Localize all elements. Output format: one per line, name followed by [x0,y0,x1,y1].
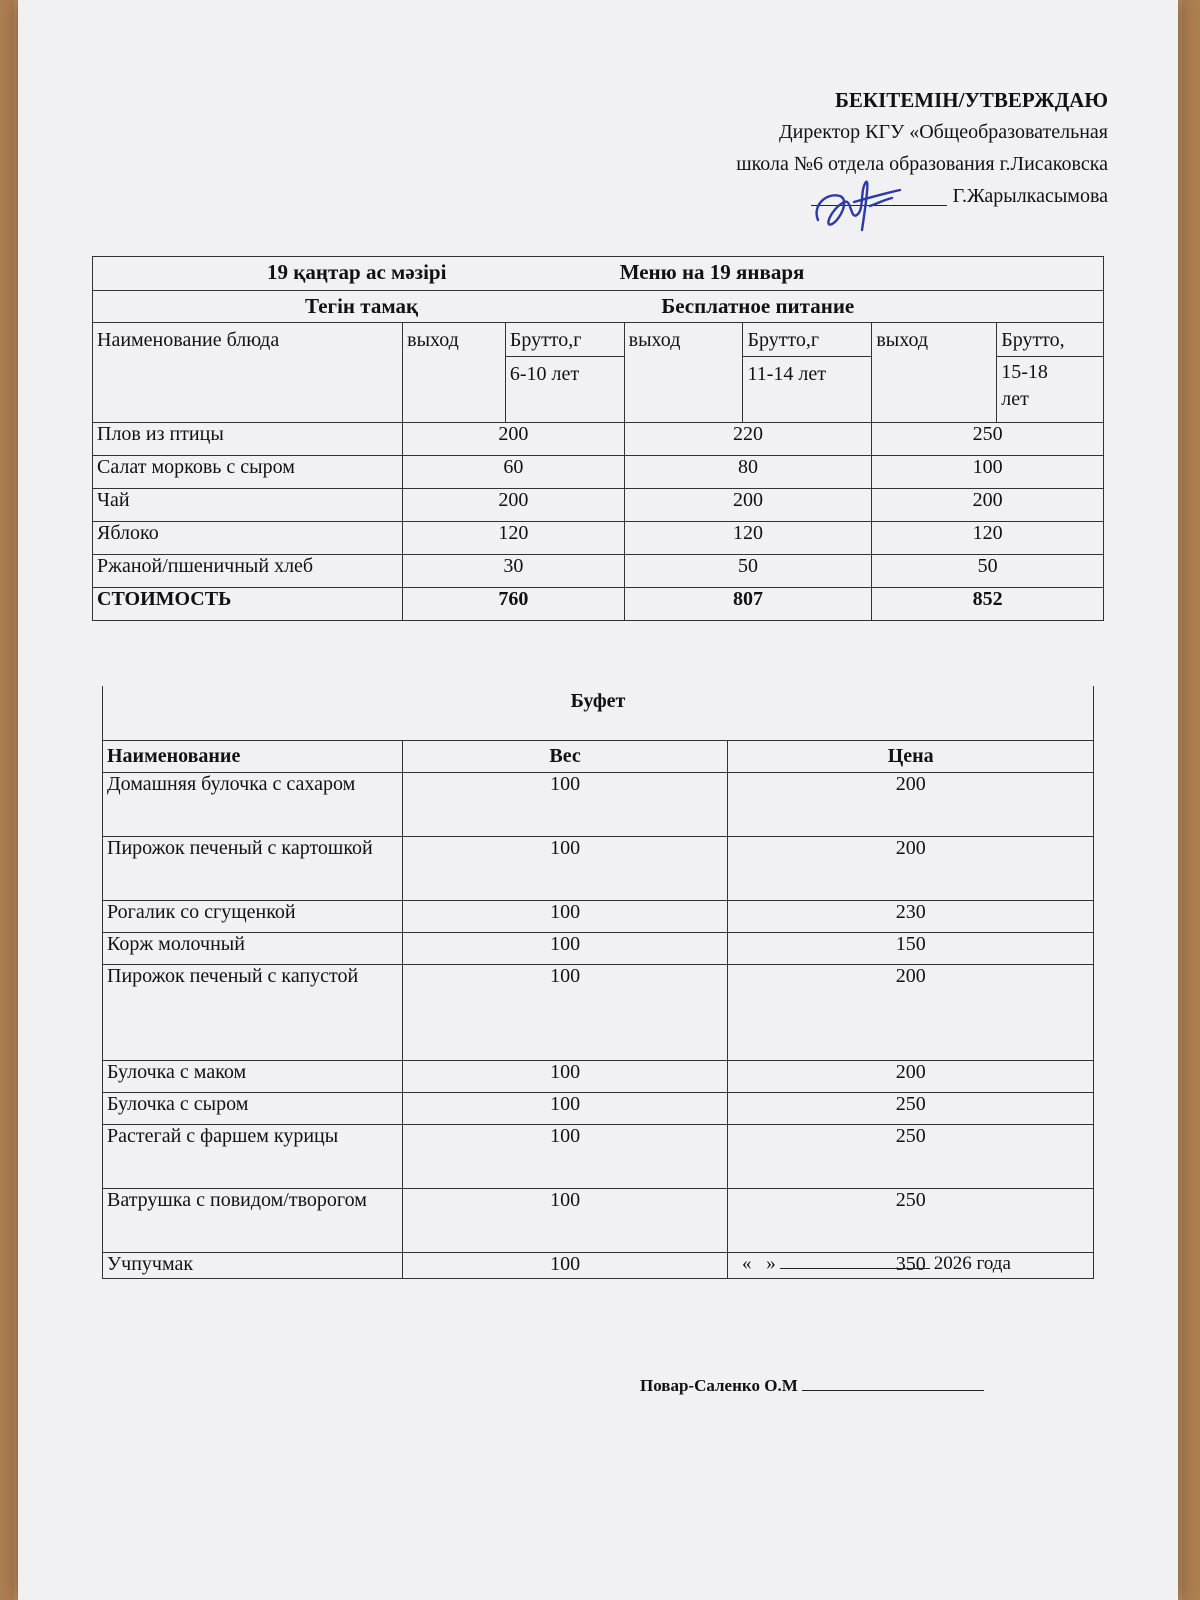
buffet-item-weight: 100 [402,1060,728,1092]
dish-name: Яблоко [93,522,403,555]
dish-name: Плов из птицы [93,423,403,456]
buffet-item-weight: 100 [402,772,728,836]
approval-title: БЕКІТЕМІН/УТВЕРЖДАЮ [834,88,1108,112]
buffet-header-row [103,740,1094,772]
buffet-item-name: Домашняя булочка с сахаром [103,772,403,836]
buffet-item-price: 200 [728,772,1094,836]
table-row [103,964,1094,1060]
table-row [103,1092,1094,1124]
buffet-item-weight: 100 [402,900,728,932]
menu-title-kz: 19 қаңтар ас мәзірі [267,260,447,284]
header-brutto-2 [743,323,872,423]
date-line [742,1253,1011,1275]
cook-signature-line [640,1376,984,1396]
header-brutto-3-label: Брутто, [997,323,1103,357]
table-row [93,555,1104,588]
header-brutto-1 [505,323,624,423]
buffet-item-name: Растегай с фаршем курицы [103,1124,403,1188]
buffet-item-weight: 100 [402,1188,728,1252]
dish-value-1: 30 [403,555,625,588]
director-name: Г.Жарылкасымова [952,185,1108,207]
free-meal-kz: Тегін тамақ [305,294,419,318]
header-brutto-1-label: Брутто,г [506,323,624,357]
total-label: СТОИМОСТЬ [93,588,403,621]
wood-edge-right [1182,0,1200,1600]
buffet-header-name: Наименование [103,740,403,772]
total-value-1: 760 [403,588,625,621]
buffet-header-weight: Вес [402,740,728,772]
header-brutto-2-label: Брутто,г [743,323,871,357]
buffet-item-weight: 100 [402,1092,728,1124]
date-year: 2026 года [933,1253,1011,1274]
date-quote-close: » [766,1253,776,1274]
header-brutto-3 [997,323,1104,423]
buffet-item-price: 230 [728,900,1094,932]
header-out-3: выход [872,323,997,423]
dish-value-3: 50 [872,555,1104,588]
buffet-header-price: Цена [728,740,1094,772]
table-row [103,1188,1094,1252]
buffet-item-name: Рогалик со сгущенкой [103,900,403,932]
menu-title-ru: Меню на 19 января [619,260,805,284]
table-row [103,836,1094,900]
dish-value-3: 100 [872,456,1104,489]
table-row [103,1060,1094,1092]
cook-name: Повар-Саленко О.М [640,1376,798,1395]
dish-value-3: 250 [872,423,1104,456]
dish-value-1: 60 [403,456,625,489]
table-row [103,932,1094,964]
buffet-item-name: Булочка с сыром [103,1092,403,1124]
menu-header-row [93,323,1104,423]
dish-value-2: 80 [624,456,872,489]
table-row [103,772,1094,836]
date-underline [780,1254,930,1269]
free-meal-table [92,256,1104,621]
dish-value-1: 200 [403,423,625,456]
total-value-3: 852 [872,588,1104,621]
buffet-item-price: 150 [728,932,1094,964]
free-meal-ru: Бесплатное питание [661,294,855,318]
header-out-1: выход [403,323,506,423]
header-age-2: 11-14 лет [747,363,826,385]
dish-value-2: 200 [624,489,872,522]
header-age-3a: 15-18 [1001,361,1048,383]
dish-name: Салат морковь с сыром [93,456,403,489]
total-value-2: 807 [624,588,872,621]
cook-underline [802,1376,984,1391]
buffet-title-row [103,686,1094,740]
table-row [103,1124,1094,1188]
dish-name: Чай [93,489,403,522]
menu-title-row [93,257,1104,291]
buffet-item-price: 250 [728,1124,1094,1188]
buffet-item-price: 200 [728,836,1094,900]
buffet-item-price: 200 [728,964,1094,1060]
table-row [93,423,1104,456]
director-signature [810,176,905,234]
wood-edge-left [0,0,14,1600]
buffet-table [102,686,1094,1279]
dish-name: Ржаной/пшеничный хлеб [93,555,403,588]
table-row [103,900,1094,932]
dish-value-3: 200 [872,489,1104,522]
buffet-item-name: Ватрушка с повидом/творогом [103,1188,403,1252]
table-row [93,522,1104,555]
table-row [93,489,1104,522]
buffet-item-weight: 100 [402,964,728,1060]
date-quote-open: « [742,1253,752,1274]
buffet-item-weight: 100 [402,932,728,964]
header-out-2: выход [624,323,743,423]
buffet-item-weight: 100 [402,836,728,900]
buffet-item-price: 200 [728,1060,1094,1092]
buffet-item-price: 250 [728,1092,1094,1124]
dish-value-2: 50 [624,555,872,588]
buffet-item-name: Учпучмак [103,1252,403,1278]
header-age-1: 6-10 лет [509,363,580,385]
approval-line-2: школа №6 отдела образования г.Лисаковска [736,153,1108,175]
free-meal-row [93,291,1104,323]
buffet-title: Буфет [103,686,1094,740]
table-row [93,456,1104,489]
buffet-item-name: Пирожок печеный с картошкой [103,836,403,900]
total-row [93,588,1104,621]
buffet-item-price: 250 [728,1188,1094,1252]
dish-value-3: 120 [872,522,1104,555]
buffet-item-weight: 100 [402,1252,728,1278]
approval-block [736,84,1108,212]
approval-line-1: Директор КГУ «Общеобразовательная [779,121,1108,143]
free-meal-cell [93,291,1104,323]
header-age-3b: лет [1001,388,1029,410]
dish-value-2: 120 [624,522,872,555]
buffet-item-name: Пирожок печеный с капустой [103,964,403,1060]
approval-signature-row [736,180,1108,212]
menu-title-cell [93,257,1104,291]
dish-value-1: 200 [403,489,625,522]
dish-value-2: 220 [624,423,872,456]
buffet-item-name: Корж молочный [103,932,403,964]
buffet-item-weight: 100 [402,1124,728,1188]
dish-value-1: 120 [403,522,625,555]
header-dish: Наименование блюда [93,323,403,423]
buffet-item-name: Булочка с маком [103,1060,403,1092]
buffet-item-price: 350 [728,1252,1094,1278]
